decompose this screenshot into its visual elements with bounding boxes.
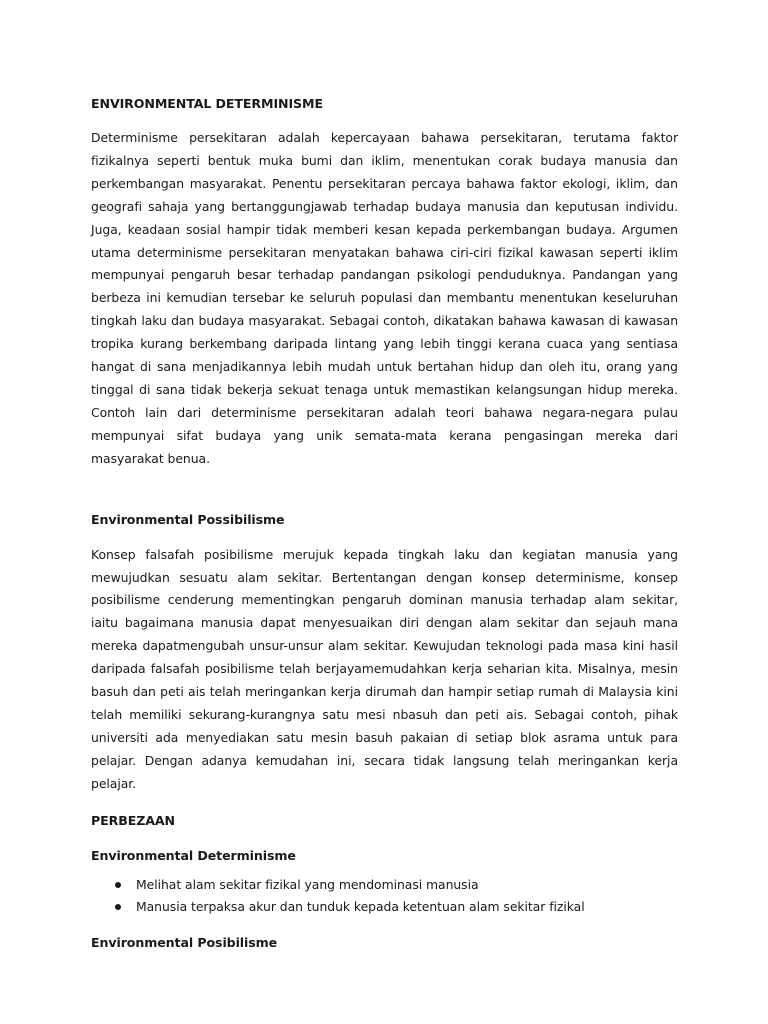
bullet-item	[91, 896, 678, 918]
bullet-item	[91, 874, 678, 896]
bullet-text: Melihat alam sekitar fizikal yang mendominasi manusia	[136, 876, 479, 892]
possibilisme-paragraph: Konsep falsafah posibilisme merujuk kepada tingkah laku dan kegiatan manusia yang mewujudkan sesuatu alam sekitar. Bertentangan dengan konsep determinisme, konsep posibilisme cenderung mementingkan pengaruh dominan manusia terhadap alam sekitar, iaitu bagaimana manusia dapat menyesuaikan diri dengan alam sekitar dan sejauh mana mereka dapatmengubah unsur-unsur alam sekitar. Kewujudan teknologi pada masa kini hasil daripada falsafah posibilisme telah berjayamemudahkan kerja seharian kita. Misalnya, mesin basuh dan peti ais telah meringankan kerja dirumah dan hampir setiap rumah di Malaysia kini telah memiliki sekurang-kurangnya satu mesi nbasuh dan peti ais. Sebagai contoh, pihak universiti ada menyediakan satu mesin basuh pakaian di setiap blok asrama untuk para pelajar. Dengan adanya kemudahan ini, secara tidak langsung telah meringankan kerja pelajar.	[91, 546, 678, 791]
section-heading-environmental-determinisme: ENVIRONMENTAL DETERMINISME	[91, 96, 323, 111]
bullet-dot-icon	[115, 882, 121, 888]
subheading-environmental-posibilisme: Environmental Posibilisme	[91, 934, 278, 950]
bullet-dot-icon	[115, 904, 121, 910]
bullet-text: Manusia terpaksa akur dan tunduk kepada ketentuan alam sekitar fizikal	[136, 898, 585, 914]
section-heading-perbezaan: PERBEZAAN	[91, 812, 175, 828]
section-heading-environmental-possibilisme: Environmental Possibilisme	[91, 511, 285, 527]
subheading-environmental-determinisme: Environmental Determinisme	[91, 847, 296, 863]
determinisme-bullet-list	[91, 874, 678, 918]
determinisme-paragraph: Determinisme persekitaran adalah kepercayaan bahawa persekitaran, terutama faktor fizikalnya seperti bentuk muka bumi dan iklim, menentukan corak budaya manusia dan perkembangan masyarakat. Penentu persekitaran percaya bahawa faktor ekologi, iklim, dan geografi sahaja yang bertanggungjawab terhadap budaya manusia dan keputusan individu. Juga, keadaan sosial hampir tidak memberi kesan kepada perkembangan budaya. Argumen utama determinisme persekitaran menyatakan bahawa ciri-ciri fizikal kawasan seperti iklim mempunyai pengaruh besar terhadap pandangan psikologi penduduknya. Pandangan yang berbeza ini kemudian tersebar ke seluruh populasi dan membantu menentukan keseluruhan tingkah laku dan budaya masyarakat. Sebagai contoh, dikatakan bahawa kawasan di kawasan tropika kurang berkembang daripada lintang yang lebih tinggi kerana cuaca yang sentiasa hangat di sana menjadikannya lebih mudah untuk bertahan hidup dan oleh itu, orang yang tinggal di sana tidak bekerja sekuat tenaga untuk memastikan kelangsungan hidup mereka. Contoh lain dari determinisme persekitaran adalah teori bahawa negara-negara pulau mempunyai sifat budaya yang unik semata-mata kerana pengasingan mereka dari masyarakat benua.	[91, 130, 678, 466]
